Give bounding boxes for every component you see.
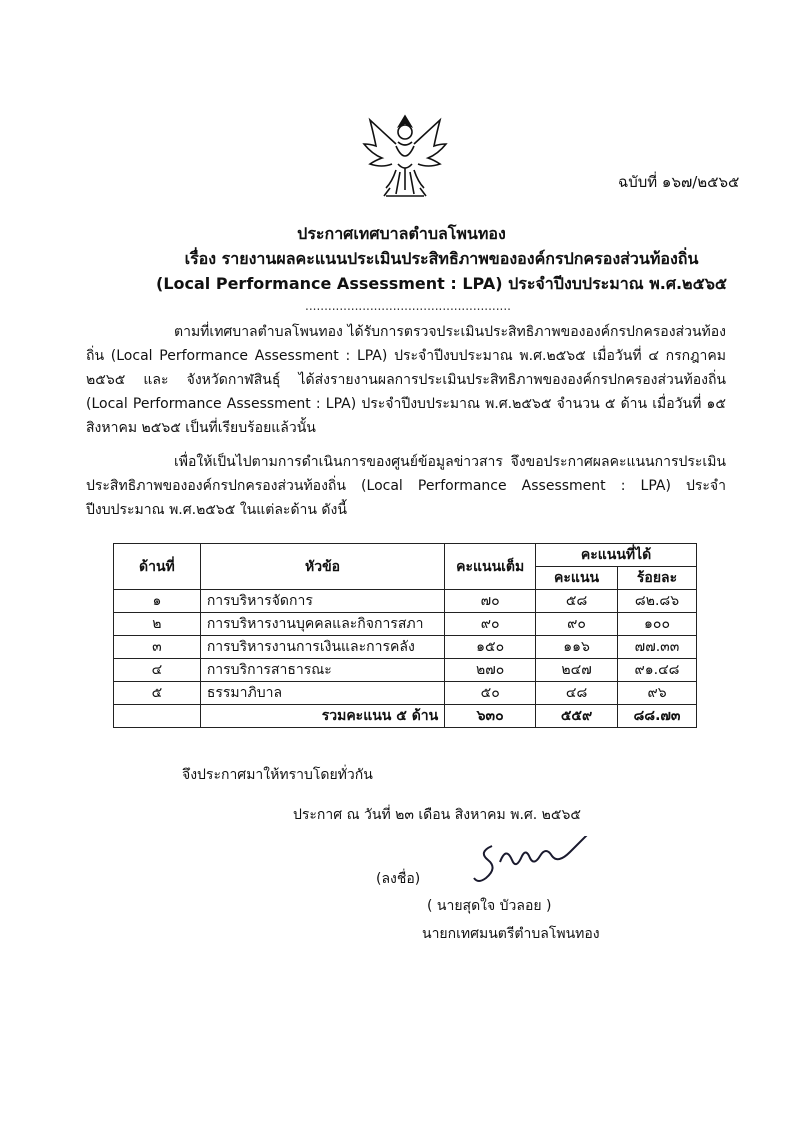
row-percent: ๑๐๐ — [618, 613, 697, 636]
announcement-date: ประกาศ ณ วันที่ ๒๓ เดือน สิงหาคม พ.ศ. ๒๕๖๕ — [293, 807, 581, 823]
announcement-title: ประกาศเทศบาลตำบลโพนทอง — [297, 224, 506, 243]
signer-name: ( นายสุดใจ บัวลอย ) — [427, 898, 552, 914]
garuda-emblem-icon — [360, 112, 450, 204]
table-row — [114, 613, 697, 636]
body-paragraph-1-text: ตามที่เทศบาลตำบลโพนทอง ได้รับการตรวจประเมินประสิทธิภาพขององค์กรปกครองส่วนท้องถิ่น (Local Performance Assessment : LPA) ประจำปีงบประมาณ พ.ศ.๒๕๖๕ เมื่อวันที่ ๔ กรกฎาคม ๒๕๖๕ และ จังหวัดกาฬสินธุ์ ได้ส่งรายงานผลการประเมินประสิทธิภาพขององค์กรปกครองส่วนท้องถิ่น (Local Performance Assessment : LPA) ประจำปีงบประมาณ พ.ศ.๒๕๖๕ จำนวน ๕ ด้าน เมื่อวันที่ ๑๕ สิงหาคม ๒๕๖๕ เป็นที่เรียบร้อยแล้วนั้น — [86, 324, 726, 436]
row-no: ๕ — [114, 682, 201, 705]
row-percent: ๘๒.๘๖ — [618, 590, 697, 613]
row-no: ๔ — [114, 659, 201, 682]
row-topic: การบริหารงานบุคคลและกิจการสภา — [200, 613, 444, 636]
row-percent: ๗๗.๓๓ — [618, 636, 697, 659]
row-percent: ๙๑.๔๘ — [618, 659, 697, 682]
total-no-cell — [114, 705, 201, 728]
row-no: ๒ — [114, 613, 201, 636]
row-full: ๑๕๐ — [445, 636, 536, 659]
row-percent: ๙๖ — [618, 682, 697, 705]
signed-label: (ลงชื่อ) — [376, 871, 421, 887]
row-full: ๒๗๐ — [445, 659, 536, 682]
total-percent: ๘๘.๗๓ — [618, 705, 697, 728]
table-row — [114, 659, 697, 682]
row-no: ๑ — [114, 590, 201, 613]
separator: ...................................................... — [305, 299, 511, 313]
row-score: ๑๑๖ — [536, 636, 618, 659]
header-score: คะแนน — [536, 567, 618, 590]
total-score: ๕๕๙ — [536, 705, 618, 728]
closing-statement: จึงประกาศมาให้ทราบโดยทั่วกัน — [182, 767, 373, 783]
header-percent: ร้อยละ — [618, 567, 697, 590]
signer-position: นายกเทศมนตรีตำบลโพนทอง — [422, 926, 600, 942]
header-no: ด้านที่ — [114, 544, 201, 590]
header-obtained: คะแนนที่ได้ — [536, 544, 697, 567]
table-row — [114, 590, 697, 613]
document-number: ฉบับที่ ๑๖๗/๒๕๖๕ — [618, 173, 740, 191]
row-full: ๙๐ — [445, 613, 536, 636]
header-full-score: คะแนนเต็ม — [445, 544, 536, 590]
total-label: รวมคะแนน ๕ ด้าน — [200, 705, 444, 728]
total-row — [114, 705, 697, 728]
table-row — [114, 682, 697, 705]
header-topic: หัวข้อ — [200, 544, 444, 590]
body-paragraph-1 — [86, 320, 726, 440]
row-topic: การบริหารงานการเงินและการคลัง — [200, 636, 444, 659]
table-row — [114, 636, 697, 659]
row-no: ๓ — [114, 636, 201, 659]
row-topic: การบริหารจัดการ — [200, 590, 444, 613]
row-full: ๗๐ — [445, 590, 536, 613]
score-table — [113, 543, 697, 728]
row-score: ๔๘ — [536, 682, 618, 705]
announcement-subject: เรื่อง รายงานผลคะแนนประเมินประสิทธิภาพขององค์กรปกครองส่วนท้องถิ่น — [184, 249, 699, 268]
row-score: ๕๘ — [536, 590, 618, 613]
announcement-subject-line2: (Local Performance Assessment : LPA) ประจำปีงบประมาณ พ.ศ.๒๕๖๕ — [156, 274, 727, 293]
signature-icon — [470, 836, 620, 892]
body-paragraph-2 — [86, 450, 726, 522]
row-full: ๕๐ — [445, 682, 536, 705]
body-paragraph-2-text: เพื่อให้เป็นไปตามการดำเนินการของศูนย์ข้อมูลข่าวสาร จึงขอประกาศผลคะแนนการประเมินประสิทธิภาพขององค์กรปกครองส่วนท้องถิ่น (Local Performance Assessment : LPA) ประจำปีงบประมาณ พ.ศ.๒๕๖๕ ในแต่ละด้าน ดังนี้ — [86, 454, 726, 518]
row-score: ๙๐ — [536, 613, 618, 636]
row-topic: การบริการสาธารณะ — [200, 659, 444, 682]
row-topic: ธรรมาภิบาล — [200, 682, 444, 705]
row-score: ๒๔๗ — [536, 659, 618, 682]
total-full: ๖๓๐ — [445, 705, 536, 728]
